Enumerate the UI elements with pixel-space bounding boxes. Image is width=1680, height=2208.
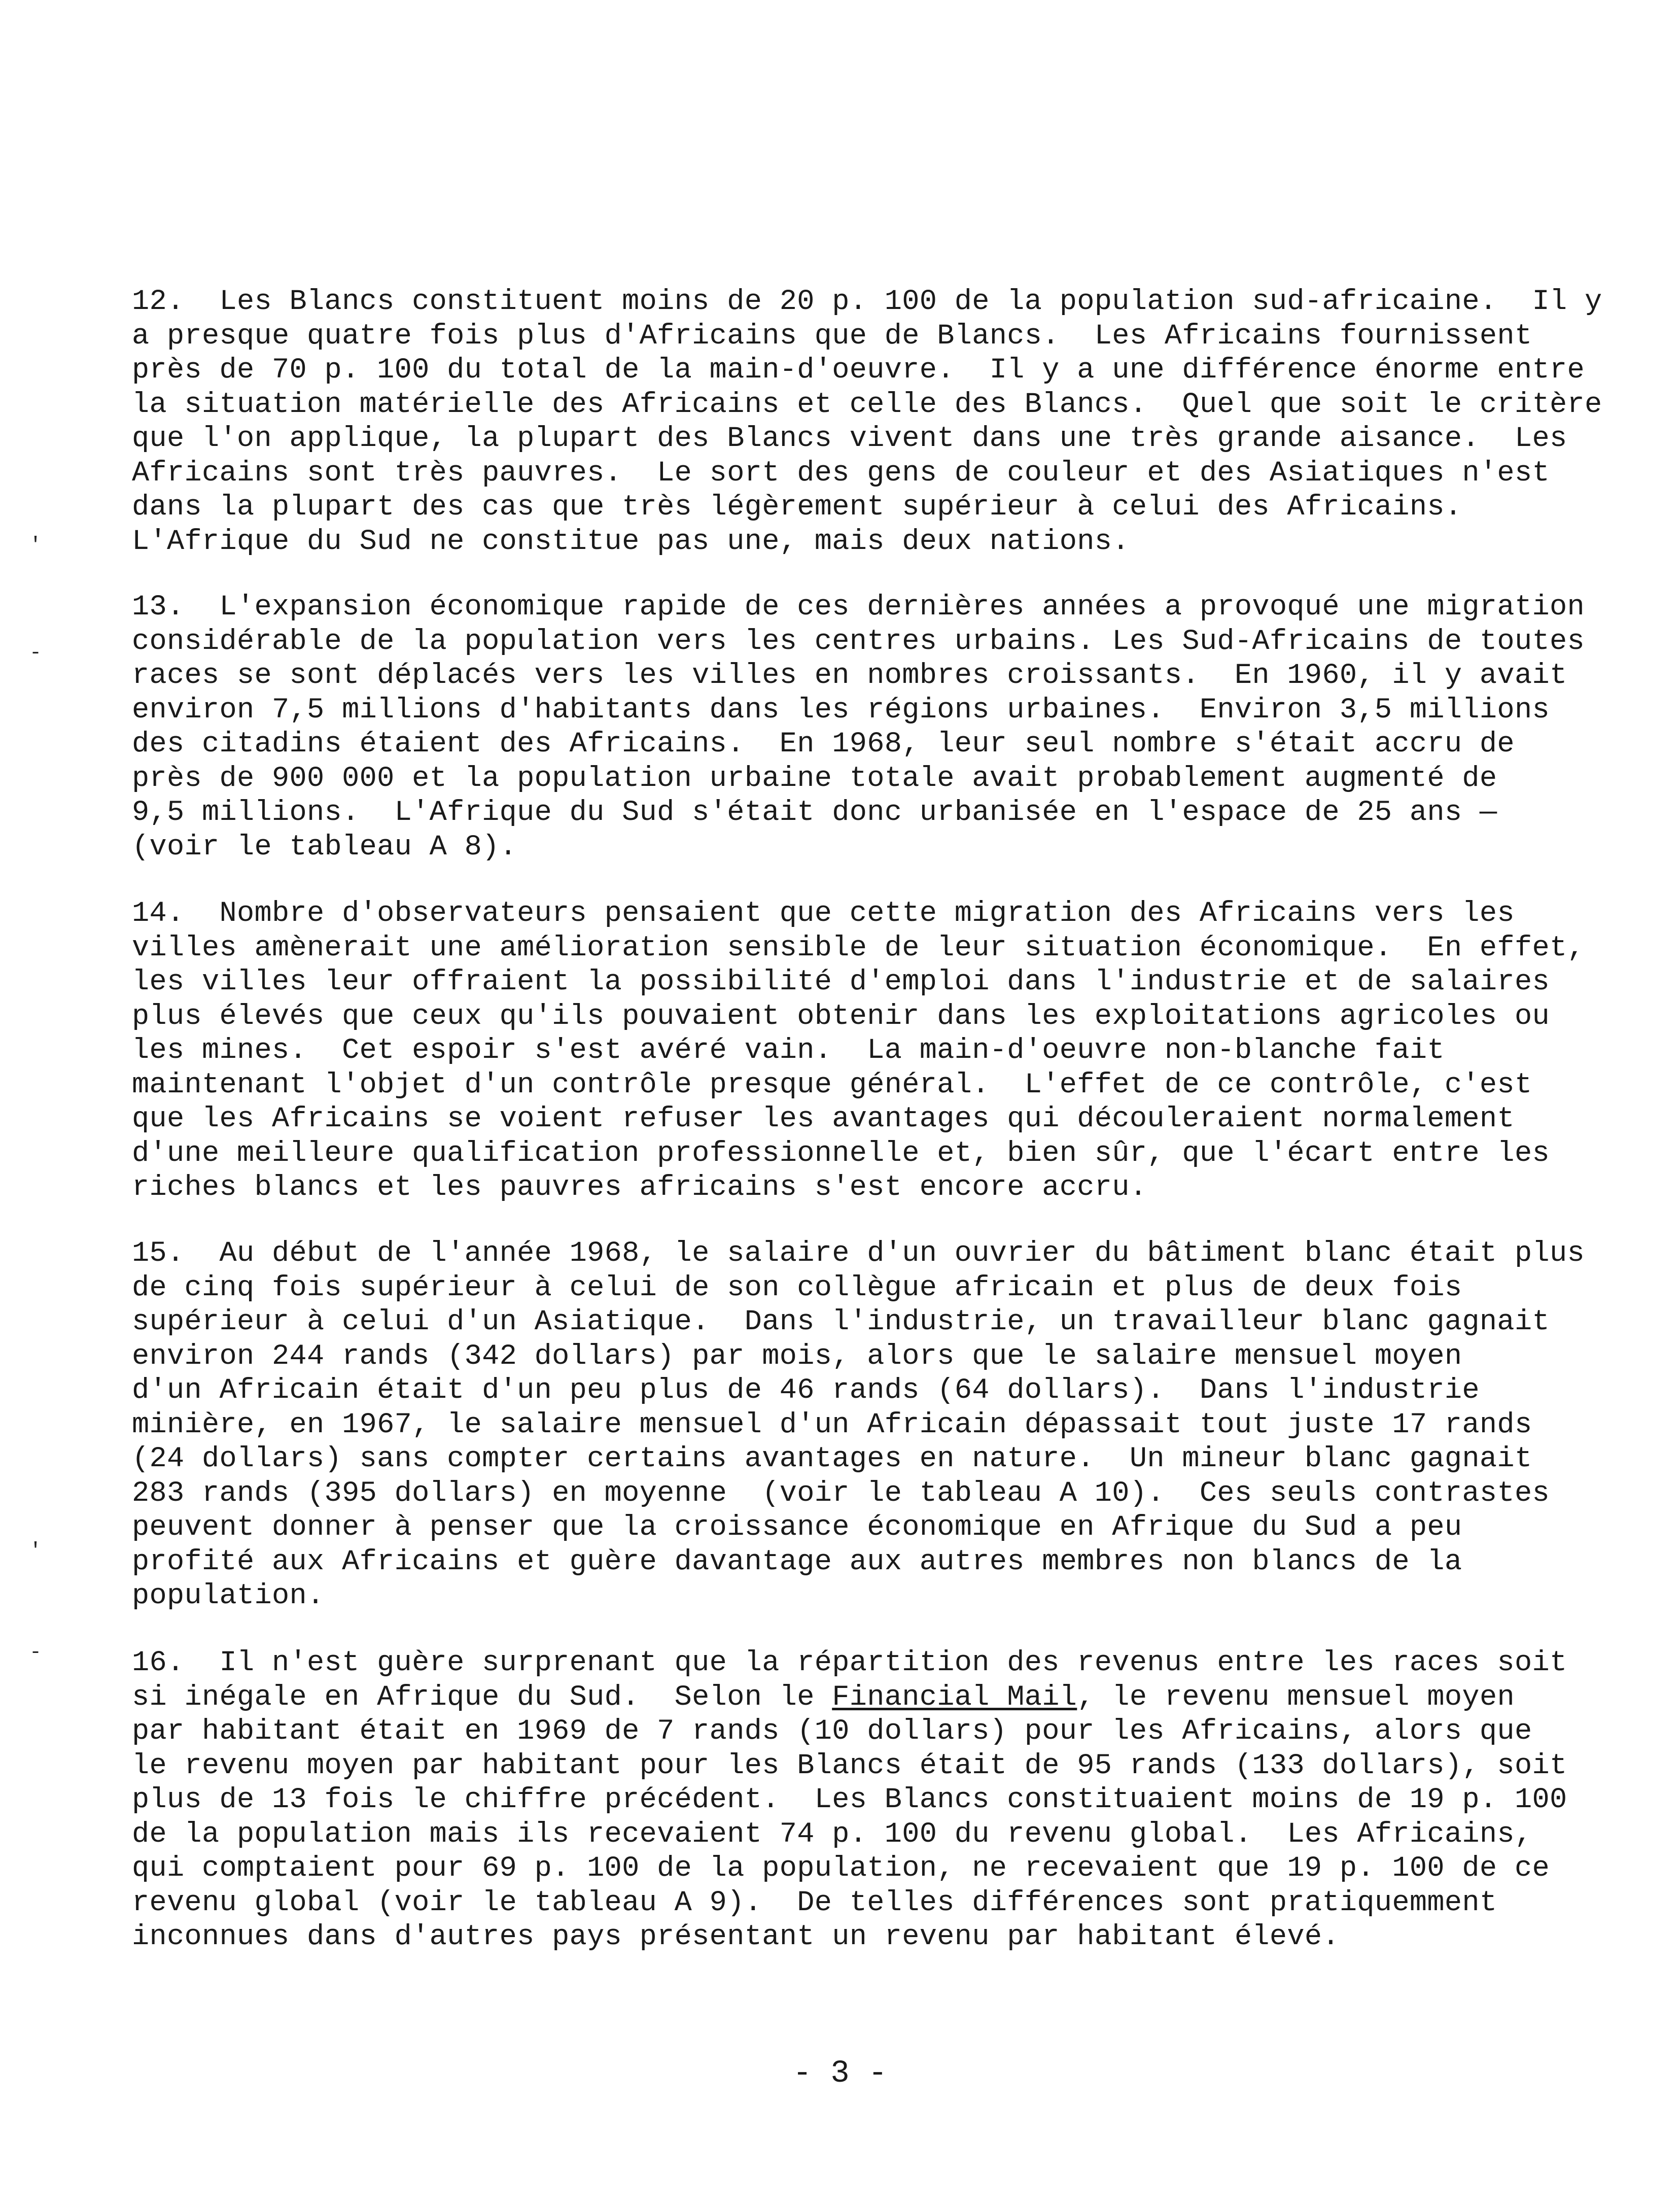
text-line: a presque quatre fois plus d'Africains que de Blancs. Les Africains fournissent [132,320,1532,353]
page-number: - 3 - [792,2055,888,2091]
text-fragment: si inégale en Afrique du Sud. Selon le [132,1681,832,1714]
text-line: population. [132,1580,325,1612]
text-line: races se sont déplacés vers les villes en nombres croissants. En 1960, il y avait [132,660,1567,692]
text-line: inconnues dans d'autres pays présentant un revenu par habitant élevé. [132,1921,1340,1953]
text-line: riches blancs et les pauvres africains s'est encore accru. [132,1171,1147,1204]
text-line: 16. Il n'est guère surprenant que la répartition des revenus entre les races soit [132,1647,1567,1679]
text-line: profité aux Africains et guère davantage aux autres membres non blancs de la [132,1545,1462,1578]
text-line: 283 rands (395 dollars) en moyenne (voir le tableau A 10). Ces seuls contrastes [132,1477,1550,1510]
text-line: que les Africains se voient refuser les avantages qui découleraient normalement [132,1103,1515,1135]
text-line: 9,5 millions. L'Afrique du Sud s'était donc urbanisée en l'espace de 25 ans — [132,797,1497,829]
paragraph-14 [132,897,1585,1205]
margin-mark: ' [29,1540,42,1563]
text-line: par habitant était en 1969 de 7 rands (10 dollars) pour les Africains, alors que [132,1715,1532,1748]
text-line: minière, en 1967, le salaire mensuel d'un Africain dépassait tout juste 17 rands [132,1408,1532,1441]
margin-mark: - [29,642,42,665]
text-line: peuvent donner à penser que la croissance économique en Afrique du Sud a peu [132,1511,1462,1544]
text-line: (24 dollars) sans compter certains avantages en nature. Un mineur blanc gagnait [132,1443,1532,1475]
text-line: 12. Les Blancs constituent moins de 20 p. 100 de la population sud-africaine. Il y [132,286,1602,318]
text-line: près de 900 000 et la population urbaine totale avait probablement augmenté de [132,762,1497,795]
text-line: près de 70 p. 100 du total de la main-d'oeuvre. Il y a une différence énorme entre [132,354,1585,387]
source-title-financial-mail: Financial Mail [832,1681,1077,1714]
text-line: les villes leur offraient la possibilité d'emploi dans l'industrie et de salaires [132,966,1550,998]
paragraph-16 [132,1646,1567,1955]
margin-mark: ' [29,534,42,557]
text-line-with-source [132,1681,1547,1715]
text-line: que l'on applique, la plupart des Blancs vivent dans une très grande aisance. Les [132,423,1567,455]
text-line: maintenant l'objet d'un contrôle presque général. L'effet de ce contrôle, c'est [132,1068,1532,1101]
text-line: L'Afrique du Sud ne constitue pas une, mais deux nations. [132,525,1130,558]
text-line: de cinq fois supérieur à celui de son collègue africain et plus de deux fois [132,1271,1462,1304]
text-line: plus de 13 fois le chiffre précédent. Les Blancs constituaient moins de 19 p. 100 [132,1784,1567,1816]
text-line: environ 244 rands (342 dollars) par mois, alors que le salaire mensuel moyen [132,1340,1462,1373]
text-line: environ 7,5 millions d'habitants dans les régions urbaines. Environ 3,5 millions [132,694,1550,727]
text-line: 15. Au début de l'année 1968, le salaire d'un ouvrier du bâtiment blanc était plus [132,1237,1585,1270]
text-line: Africains sont très pauvres. Le sort des gens de couleur et des Asiatiques n'est [132,457,1550,490]
text-line: qui comptaient pour 69 p. 100 de la population, ne recevaient que 19 p. 100 de ce [132,1852,1550,1885]
text-line: villes amènerait une amélioration sensible de leur situation économique. En effet, [132,932,1585,964]
text-line: d'un Africain était d'un peu plus de 46 rands (64 dollars). Dans l'industrie [132,1374,1480,1407]
text-line: la situation matérielle des Africains et celle des Blancs. Quel que soit le critère [132,388,1602,421]
text-line: supérieur à celui d'un Asiatique. Dans l'industrie, un travailleur blanc gagnait [132,1306,1550,1338]
paragraph-12 [132,285,1602,559]
text-line: (voir le tableau A 8). [132,831,517,864]
text-line: le revenu moyen par habitant pour les Blancs était de 95 rands (133 dollars), soit [132,1749,1567,1782]
text-line: dans la plupart des cas que très légèrement supérieur à celui des Africains. [132,491,1462,524]
text-fragment: , le revenu mensuel moyen [1077,1681,1515,1714]
text-line: 14. Nombre d'observateurs pensaient que cette migration des Africains vers les [132,898,1515,930]
paragraph-13 [132,591,1585,865]
text-line: considérable de la population vers les centres urbains. Les Sud-Africains de toutes [132,625,1585,658]
text-line: les mines. Cet espoir s'est avéré vain. La main-d'oeuvre non-blanche fait [132,1034,1445,1067]
margin-mark: - [29,1641,42,1664]
text-line: de la population mais ils recevaient 74 p. 100 du revenu global. Les Africains, [132,1818,1532,1851]
text-line: des citadins étaient des Africains. En 1968, leur seul nombre s'était accru de [132,728,1515,761]
text-line: d'une meilleure qualification professionnelle et, bien sûr, que l'écart entre les [132,1137,1550,1170]
text-line: plus élevés que ceux qu'ils pouvaient obtenir dans les exploitations agricoles ou [132,1000,1550,1033]
text-line: revenu global (voir le tableau A 9). De telles différences sont pratiquemment [132,1886,1497,1919]
text-line: 13. L'expansion économique rapide de ces dernières années a provoqué une migration [132,591,1585,624]
paragraph-15 [132,1237,1585,1614]
